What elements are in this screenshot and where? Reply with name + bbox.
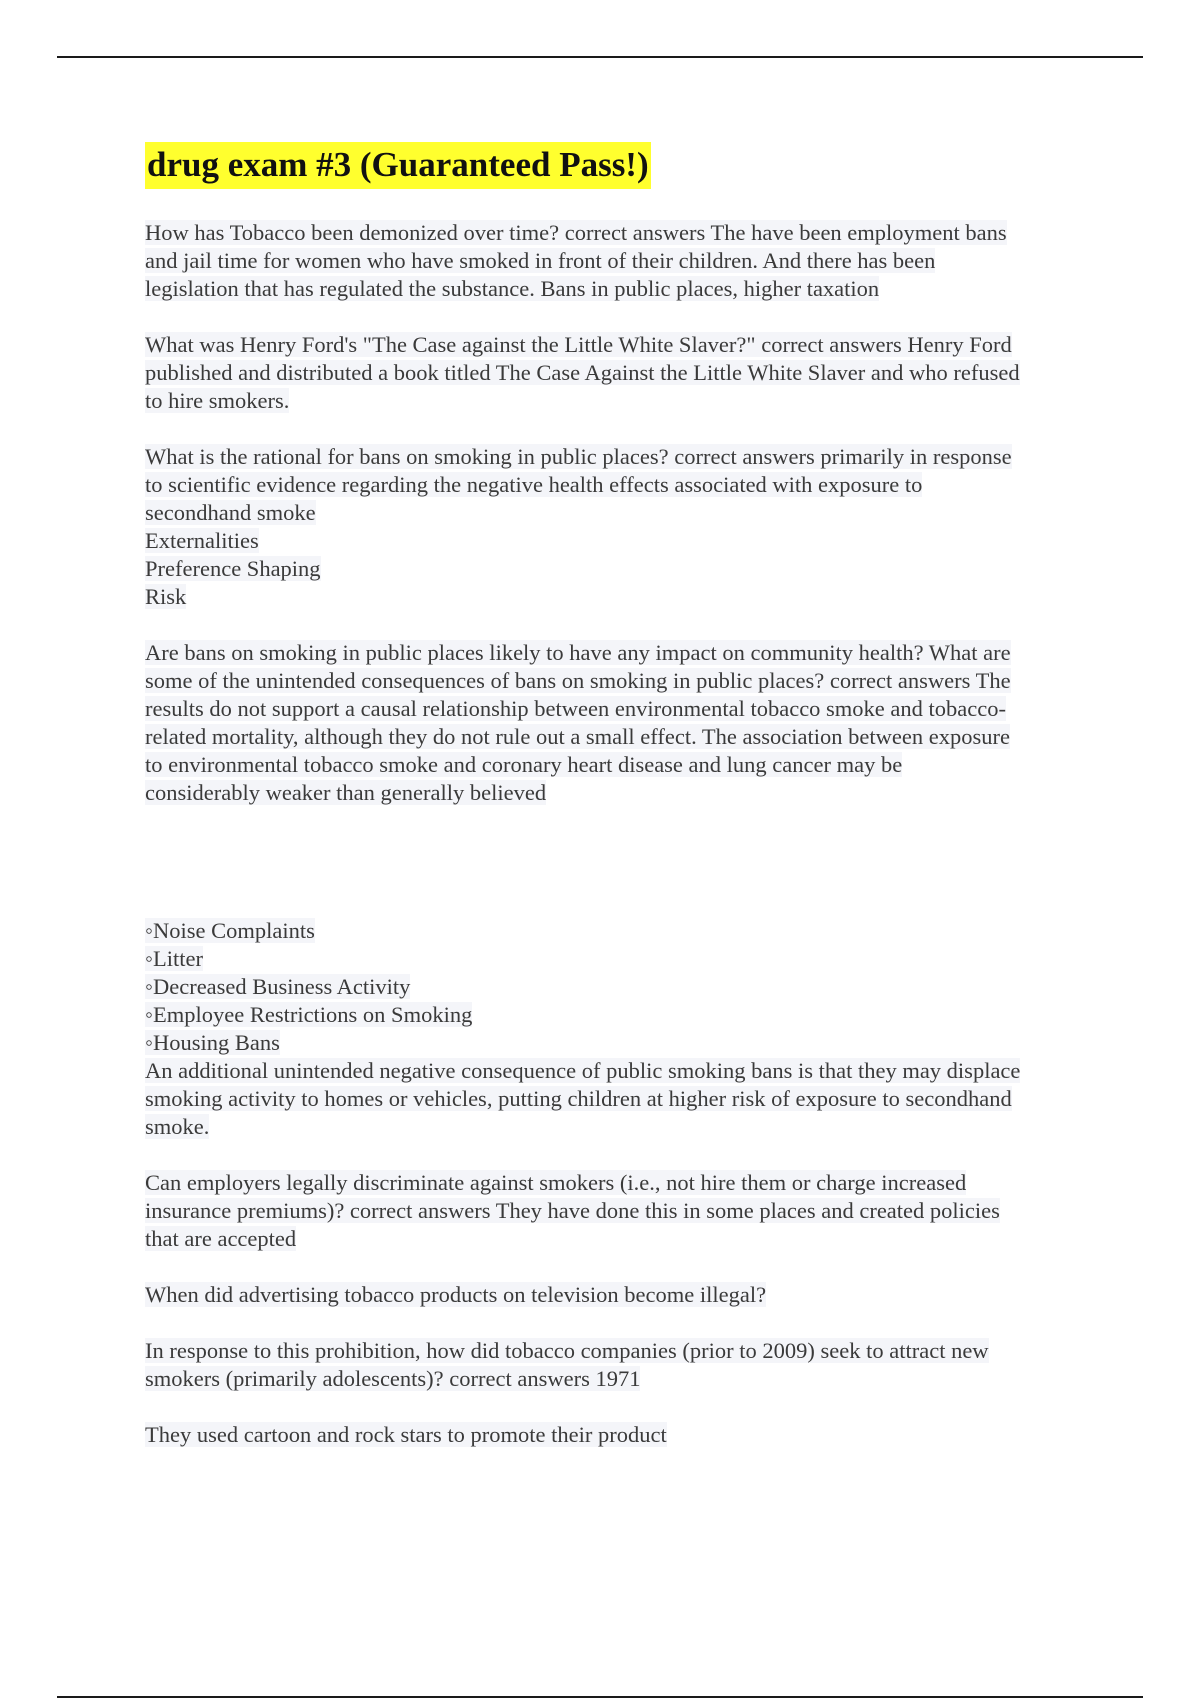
text-line: smokers (primarily adolescents)? correct answers 1971 xyxy=(145,1366,641,1391)
document-title: drug exam #3 (Guaranteed Pass!) xyxy=(145,142,651,189)
text-line: to scientific evidence regarding the negative health effects associated with exposure to xyxy=(145,472,923,497)
qa-block-henry-ford xyxy=(145,331,1095,415)
qa-block-tobacco-demonized xyxy=(145,219,1095,303)
bullet-item: ◦Housing Bans xyxy=(145,1030,280,1055)
text-line: Preference Shaping xyxy=(145,556,321,581)
text-line: Externalities xyxy=(145,528,259,553)
bullet-item: ◦Litter xyxy=(145,946,203,971)
text-line: considerably weaker than generally believed xyxy=(145,780,547,805)
bottom-rule xyxy=(57,1696,1143,1698)
text-line: How has Tobacco been demonized over time? correct answers The have been employment bans xyxy=(145,220,1007,245)
qa-block-attract-new-smokers xyxy=(145,1337,1095,1393)
text-line: that are accepted xyxy=(145,1226,297,1251)
text-line: What was Henry Ford's "The Case against the Little White Slaver?" correct answers Henry Ford xyxy=(145,332,1012,357)
text-line: smoke. xyxy=(145,1114,210,1139)
text-line: Are bans on smoking in public places likely to have any impact on community health? What are xyxy=(145,640,1011,665)
qa-block-cartoon-rock-stars xyxy=(145,1421,1095,1449)
bullet-item: ◦Noise Complaints xyxy=(145,918,315,943)
qa-block-community-health xyxy=(145,639,1095,807)
top-rule xyxy=(57,56,1143,58)
text-line: to hire smokers. xyxy=(145,388,290,413)
text-line: insurance premiums)? correct answers They have done this in some places and created policies xyxy=(145,1198,1000,1223)
document-body xyxy=(145,142,1095,1449)
text-line: Can employers legally discriminate against smokers (i.e., not hire them or charge increased xyxy=(145,1170,967,1195)
text-line: and jail time for women who have smoked in front of their children. And there has been xyxy=(145,248,936,273)
text-line: What is the rational for bans on smoking in public places? correct answers primarily in response xyxy=(145,444,1012,469)
qa-block-employers-discriminate xyxy=(145,1169,1095,1253)
text-line: Risk xyxy=(145,584,187,609)
bullet-item: ◦Employee Restrictions on Smoking xyxy=(145,1002,473,1027)
text-line: to environmental tobacco smoke and coronary heart disease and lung cancer may be xyxy=(145,752,903,777)
text-line: related mortality, although they do not rule out a small effect. The association between exposure xyxy=(145,724,1010,749)
qa-block-unintended-consequences xyxy=(145,917,1095,1141)
text-line: They used cartoon and rock stars to promote their product xyxy=(145,1422,667,1447)
bullet-item: ◦Decreased Business Activity xyxy=(145,974,411,999)
text-line: legislation that has regulated the substance. Bans in public places, higher taxation xyxy=(145,276,880,301)
qa-block-tv-advertising xyxy=(145,1281,1095,1309)
text-line: In response to this prohibition, how did tobacco companies (prior to 2009) seek to attract new xyxy=(145,1338,989,1363)
text-line: results do not support a causal relationship between environmental tobacco smoke and tobacco- xyxy=(145,696,1006,721)
text-line: smoking activity to homes or vehicles, putting children at higher risk of exposure to secondhand xyxy=(145,1086,1012,1111)
text-line: An additional unintended negative consequence of public smoking bans is that they may displace xyxy=(145,1058,1021,1083)
text-line: some of the unintended consequences of bans on smoking in public places? correct answers The xyxy=(145,668,1011,693)
text-line: published and distributed a book titled The Case Against the Little White Slaver and who refused xyxy=(145,360,1020,385)
text-line: secondhand smoke xyxy=(145,500,316,525)
qa-block-rational-for-bans xyxy=(145,443,1095,611)
text-line: When did advertising tobacco products on television become illegal? xyxy=(145,1282,767,1307)
